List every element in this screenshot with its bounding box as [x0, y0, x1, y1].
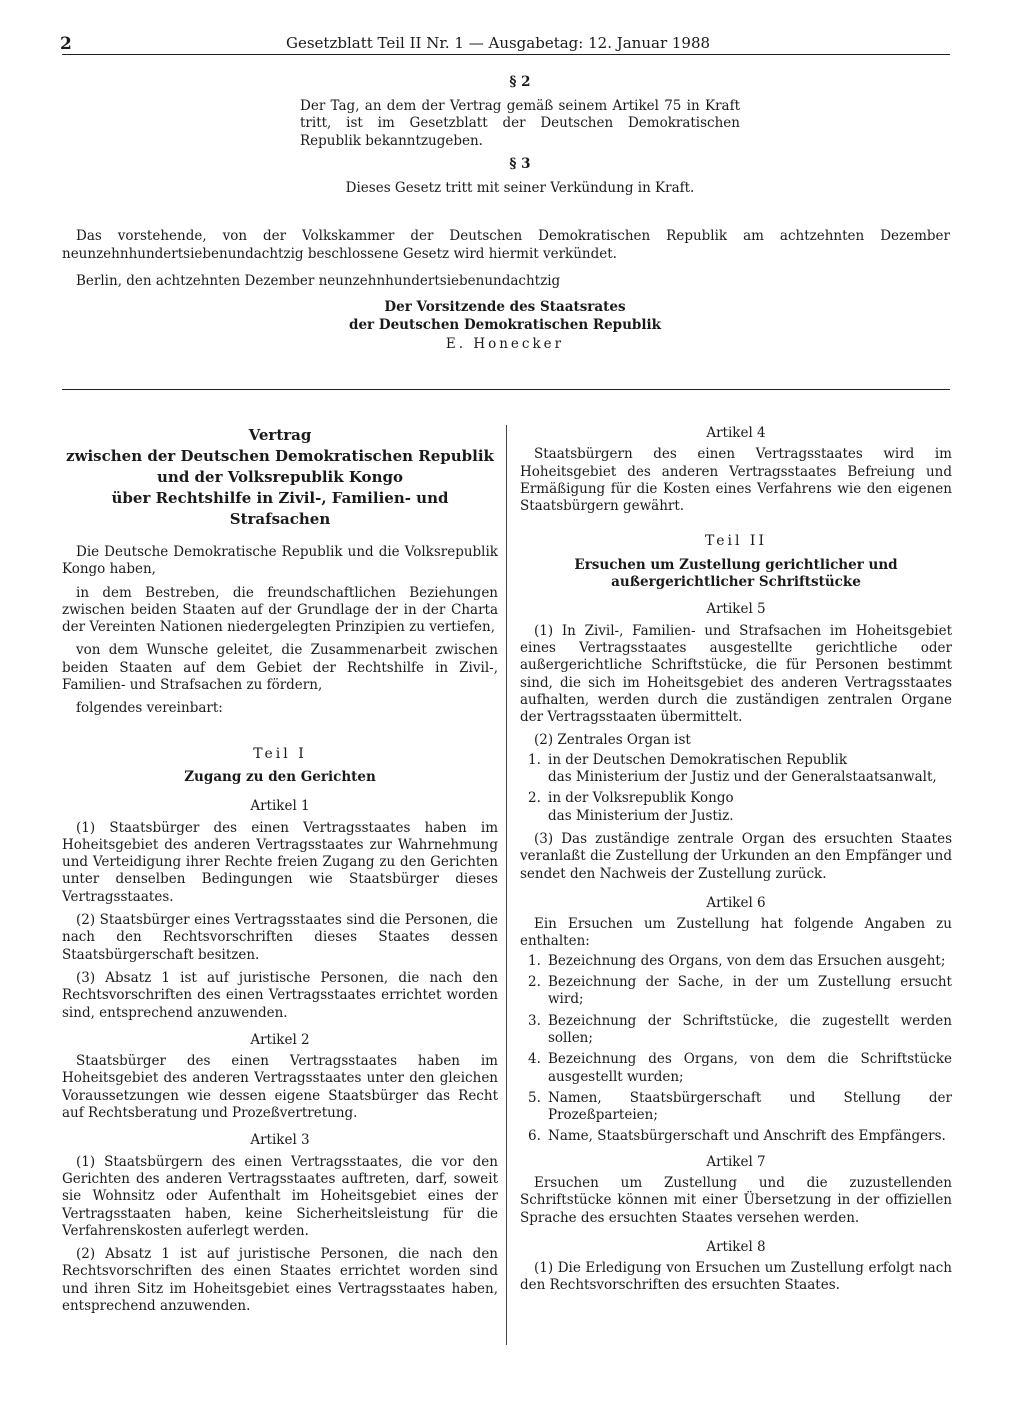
law-section-2 — [300, 74, 740, 150]
article-5-list — [520, 752, 952, 825]
list-number: 1. — [528, 751, 541, 768]
section-divider — [62, 389, 950, 390]
section-3-text: Dieses Gesetz tritt mit seiner Verkündung in Kraft. — [345, 179, 695, 196]
signature-title-line2: der Deutschen Demokratischen Republik — [349, 316, 661, 333]
signature-title-line1: Der Vorsitzende des Staatsrates — [384, 299, 626, 315]
list-item-text: Bezeichnung des Organs, von dem das Ersuchen ausgeht; — [548, 952, 946, 969]
list-number: 2. — [528, 974, 541, 991]
list-item-text: Namen, Staatsbürgerschaft und Stellung der Prozeßparteien; — [548, 1089, 952, 1124]
article-5-paragraph-3: (3) Das zuständige zentrale Organ des ersuchten Staates veranlaßt die Zustellung der Urkunden an den Empfänger und sendet den Nachweis der Zustellung zurück. — [520, 830, 952, 882]
article-5-paragraph-2: (2) Zentrales Organ ist — [534, 732, 691, 749]
place-date: Berlin, den achtzehnten Dezember neunzehnhundertsiebenundachtzig — [76, 273, 561, 289]
article-4-heading: Artikel 4 — [706, 425, 766, 441]
article-2-heading: Artikel 2 — [250, 1031, 310, 1048]
list-item-text: Bezeichnung der Schriftstücke, die zugestellt werden sollen; — [548, 1012, 952, 1046]
header-rule — [62, 54, 950, 55]
section-2-text: Der Tag, an dem der Vertrag gemäß seinem Artikel 75 in Kraft tritt, ist im Gesetzblatt der Deutschen Demokratischen Republik bekanntzugeben. — [300, 97, 740, 149]
treaty-title-line4: über Rechtshilfe in Zivil-, Familien- und Strafsachen — [111, 489, 449, 528]
list-item — [520, 1013, 952, 1048]
list-item — [520, 974, 952, 1009]
article-8-paragraph-1: (1) Die Erledigung von Ersuchen um Zustellung erfolgt nach den Rechtsvorschriften des ersuchten Staates. — [520, 1260, 952, 1294]
list-number: 6. — [528, 1128, 541, 1145]
part-1-label: Teil I — [253, 745, 307, 762]
part-2-title-line1: Ersuchen um Zustellung gerichtlicher und — [574, 556, 898, 573]
treaty-title — [62, 425, 498, 530]
list-number: 2. — [528, 790, 541, 807]
preamble-paragraph: von dem Wunsche geleitet, die Zusammenarbeit zwischen beiden Staaten auf dem Gebiet der Rechtshilfe in Zivil-, Familien- und Strafsachen zu fördern, — [62, 642, 498, 694]
treaty-title-line1: Vertrag — [248, 426, 312, 444]
left-column — [62, 425, 498, 1321]
list-item-text: Bezeichnung der Sache, in der um Zustellung ersucht wird; — [548, 974, 952, 1008]
article-1-paragraph-1: (1) Staatsbürger des einen Vertragsstaates haben im Hoheitsgebiet des anderen Vertragsstaates zur Wahrnehmung und Verteidigung ihrer Rechte freien Zugang zu den Gerichten unter denselben Bedingungen wie Staatsbürger dieses Vertragsstaates. — [62, 819, 498, 905]
article-3-paragraph-2: (2) Absatz 1 ist auf juristische Personen, die nach den Rechtsvorschriften des einen Staates errichtet worden sind und ihren Sitz im Hoheitsgebiet eines Vertragsstaates haben, entsprechend anzuwenden. — [62, 1246, 498, 1314]
list-item-text: das Ministerium der Justiz und der Generalstaatsanwalt, — [548, 769, 937, 786]
list-item-text: Name, Staatsbürgerschaft und Anschrift des Empfängers. — [548, 1128, 946, 1145]
section-3-heading: § 3 — [509, 156, 531, 172]
list-item — [520, 790, 952, 825]
article-3-heading: Artikel 3 — [250, 1132, 310, 1149]
article-3-paragraph-1: (1) Staatsbürgern des einen Vertragsstaates, die vor den Gerichten des anderen Vertragsstaates auftreten, darf, soweit sie Wohnsitz oder Aufenthalt im Hoheitsgebiet eines der Vertragsstaaten haben, keine Sicherheitsleistung für die Verfahrenskosten auferlegt werden. — [62, 1153, 498, 1239]
right-column — [520, 425, 952, 1301]
article-1-paragraph-3: (3) Absatz 1 ist auf juristische Personen, die nach den Rechtsvorschriften des einen Vertragsstaates errichtet worden sind, entsprechend anzuwenden. — [62, 969, 498, 1021]
article-5-paragraph-1: (1) In Zivil-, Familien- und Strafsachen im Hoheitsgebiet eines Vertragsstaates ausgestellte gerichtliche oder außergerichtliche Schriftstücke, die für Personen bestimmt sind, die sich im Hoheitsgebiet des anderen Vertragsstaates aufhalten, werden durch die zuständigen zentralen Organe der Vertragsstaaten übermittelt. — [520, 622, 952, 726]
running-title: Gesetzblatt Teil II Nr. 1 — Ausgabetag: 12. Januar 1988 — [286, 34, 711, 52]
list-item-text: in der Volksrepublik Kongo — [548, 790, 734, 807]
list-item — [520, 752, 952, 787]
treaty-title-line3: und der Volksrepublik Kongo — [157, 468, 403, 486]
list-number: 1. — [528, 952, 541, 969]
article-6-intro: Ein Ersuchen um Zustellung hat folgende Angaben zu enthalten: — [520, 916, 952, 950]
list-item — [520, 1128, 952, 1145]
list-number: 3. — [528, 1012, 541, 1029]
list-item-text: in der Deutschen Demokratischen Republik — [548, 751, 848, 768]
page-number: 2 — [60, 34, 72, 54]
article-2-paragraph-1: Staatsbürger des einen Vertragsstaates haben im Hoheitsgebiet des anderen Vertragsstaates unter den gleichen Voraussetzungen wie dessen eigene Staatsbürger das Recht auf Rechtsberatung und Prozeßvertretung. — [62, 1053, 498, 1122]
section-2-heading: § 2 — [509, 74, 531, 90]
list-item-text: Bezeichnung des Organs, von dem die Schriftstücke ausgestellt wurden; — [548, 1051, 952, 1085]
article-7-paragraph-1: Ersuchen um Zustellung und die zuzustellenden Schriftstücke können mit einer Übersetzung in der offiziellen Sprache des ersuchten Staates versehen werden. — [520, 1174, 952, 1226]
preamble-paragraph: folgendes vereinbart: — [76, 700, 223, 717]
part-2-title-line2: außergerichtlicher Schriftstücke — [611, 574, 861, 591]
part-1-title: Zugang zu den Gerichten — [184, 768, 376, 785]
article-6-heading: Artikel 6 — [706, 894, 766, 911]
treaty-title-line2: zwischen der Deutschen Demokratischen Republik — [66, 447, 494, 465]
article-1-paragraph-2: (2) Staatsbürger eines Vertragsstaates sind die Personen, die nach den Rechtsvorschriften dieses Staates dessen Staatsbürgerschaft besitzen. — [62, 912, 498, 963]
list-item — [520, 1051, 952, 1086]
column-rule — [506, 425, 507, 1345]
preamble-paragraph: Die Deutsche Demokratische Republik und die Volksrepublik Kongo haben, — [62, 544, 498, 578]
article-4-paragraph-1: Staatsbürgern des einen Vertragsstaates wird im Hoheitsgebiet des anderen Vertragsstaates Befreiung und Ermäßigung für die Kosten eines Verfahrens wie den eigenen Staatsbürgern gewährt. — [520, 446, 952, 515]
list-item — [520, 953, 952, 970]
list-number: 4. — [528, 1051, 541, 1068]
preamble-paragraph: in dem Bestreben, die freundschaftlichen Beziehungen zwischen beiden Staaten auf der Grundlage der in der Charta der Vereinten Nationen niedergelegten Prinzipien zu vertiefen, — [62, 584, 498, 636]
article-7-heading: Artikel 7 — [706, 1153, 766, 1170]
list-item-text: das Ministerium der Justiz. — [548, 807, 734, 824]
article-6-list — [520, 953, 952, 1146]
list-item — [520, 1090, 952, 1125]
signer-name: E. Honecker — [445, 336, 565, 352]
promulgation-text: Das vorstehende, von der Volkskammer der Deutschen Demokratischen Republik am achtzehnten Dezember neunzehnhundertsiebenundachtzig beschlossene Gesetz wird hiermit verkündet. — [62, 228, 950, 262]
article-1-heading: Artikel 1 — [250, 798, 310, 815]
list-number: 5. — [528, 1089, 541, 1106]
part-2-label: Teil II — [704, 533, 767, 550]
article-8-heading: Artikel 8 — [706, 1238, 766, 1255]
law-section-3 — [300, 156, 740, 197]
article-5-heading: Artikel 5 — [706, 601, 766, 618]
signature-block — [280, 299, 730, 354]
